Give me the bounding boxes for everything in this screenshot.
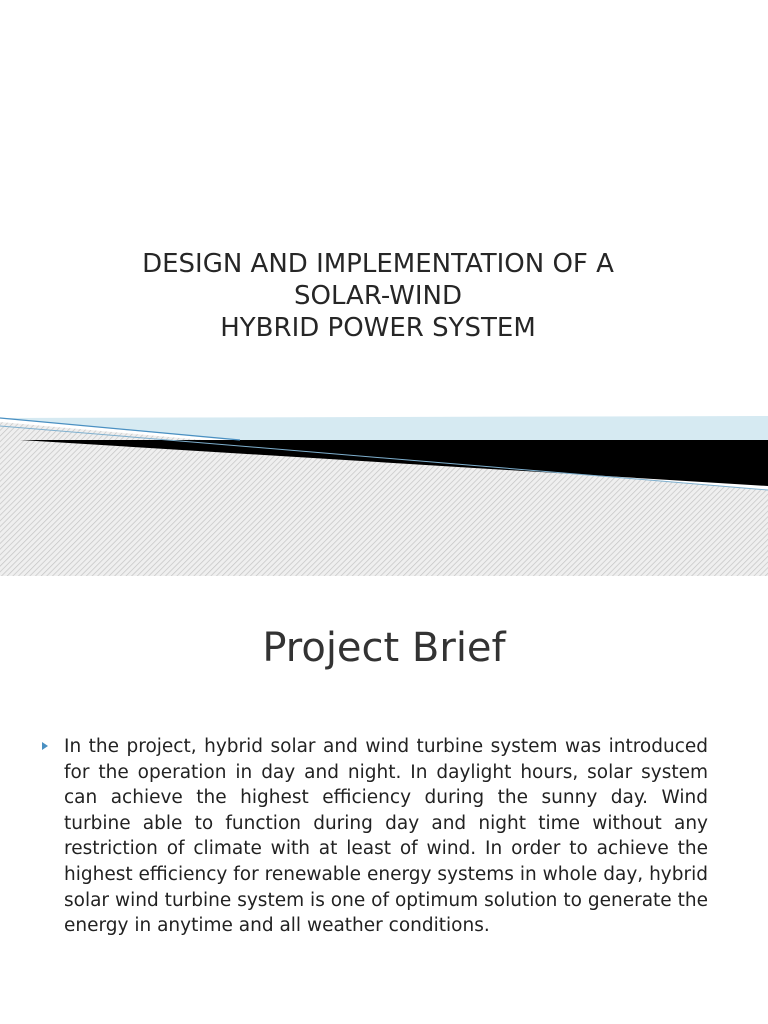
- title-line-1: DESIGN AND IMPLEMENTATION OF A: [142, 249, 614, 279]
- bullet-triangle-icon: [42, 742, 48, 750]
- title-line-2: SOLAR-WIND: [293, 281, 463, 311]
- bullet-item: [40, 734, 720, 939]
- content-slide-title: Project Brief: [262, 625, 506, 671]
- title-line-3: HYBRID POWER SYSTEM: [220, 313, 536, 343]
- bullet-text: In the project, hybrid solar and wind turbine system was introduced for the operation in day and night. In daylight hours, solar system can achieve the highest efficiency during the sunny day. Wind turbine able to function during day and night time without any restriction of climate with at least of wind. In order to achieve the highest efficiency for renewable energy systems in whole day, hybrid solar wind turbine system is one of optimum solution to generate the energy in anytime and all weather conditions.: [64, 736, 708, 937]
